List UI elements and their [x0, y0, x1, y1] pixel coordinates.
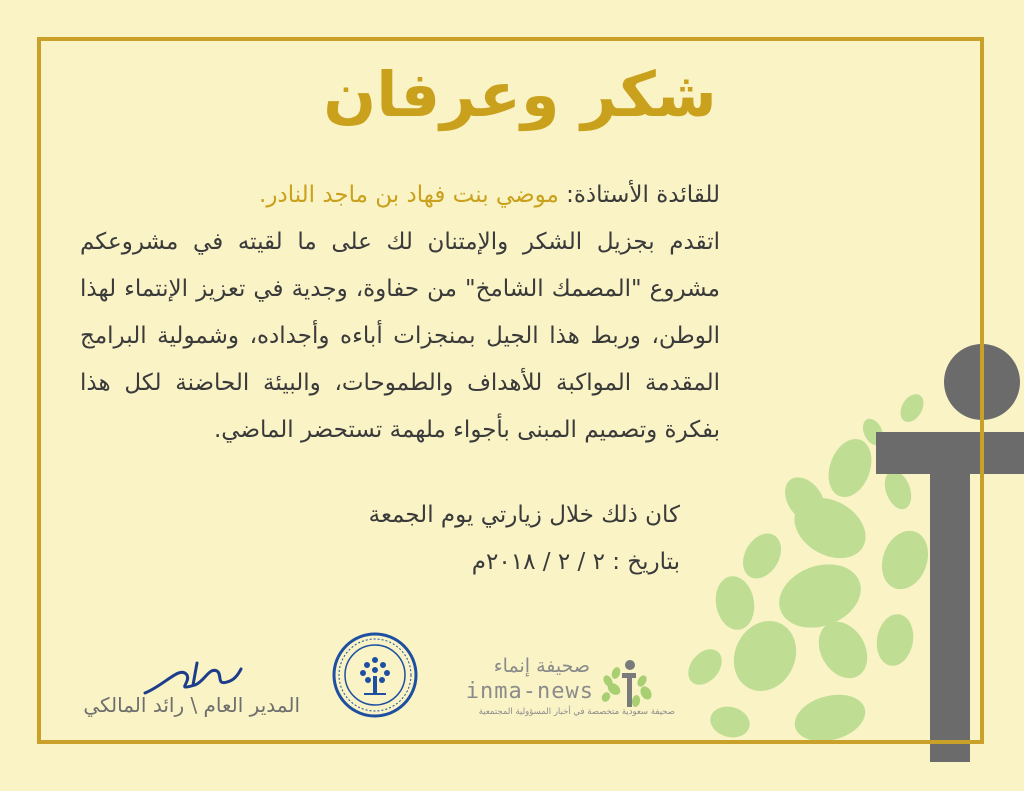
recipient-prefix: للقائدة الأستاذة:: [558, 182, 720, 208]
inma-i-icon: [600, 659, 660, 709]
inma-english-name: inma-news: [465, 679, 594, 704]
official-seal: [330, 630, 420, 720]
visit-line: كان ذلك خلال زيارتي يوم الجمعة: [368, 502, 680, 528]
inma-arabic-name: صحيفة إنماء: [493, 655, 590, 677]
director-name: المدير العام \ رائد المالكي: [83, 693, 300, 717]
body-paragraph: اتقدم بجزيل الشكر والإمتنان لك على ما لقيته في مشروعكم مشروع "المصمك الشامخ" من حفاوة، وجدية في تعزيز الإنتماء لهذا الوطن، وربط هذا الجيل بمنجزات أباءه وأجداده، وشمولية البرامج المقدمة المواكبة للأهداف والطموحات، والبيئة الحاضنة لكل هذا بفكرة وتصميم المبنى بأجواء ملهمة تستحضر الماضي.: [80, 229, 720, 443]
certificate-body: [80, 172, 720, 454]
visit-block: [260, 492, 680, 586]
inma-news-logo: [460, 655, 680, 735]
recipient-name: موضي بنت فهاد بن ماجد النادر.: [259, 182, 559, 208]
recipient-line: [80, 172, 720, 219]
signature-block: [55, 655, 315, 735]
certificate-title: شكر وعرفان: [323, 58, 717, 131]
date-line: بتاريخ : ٢ / ٢ / ٢٠١٨م: [471, 549, 680, 575]
inma-tagline: صحيفة سعودية متخصصة في أخبار المسؤولية المجتمعية: [478, 707, 675, 717]
